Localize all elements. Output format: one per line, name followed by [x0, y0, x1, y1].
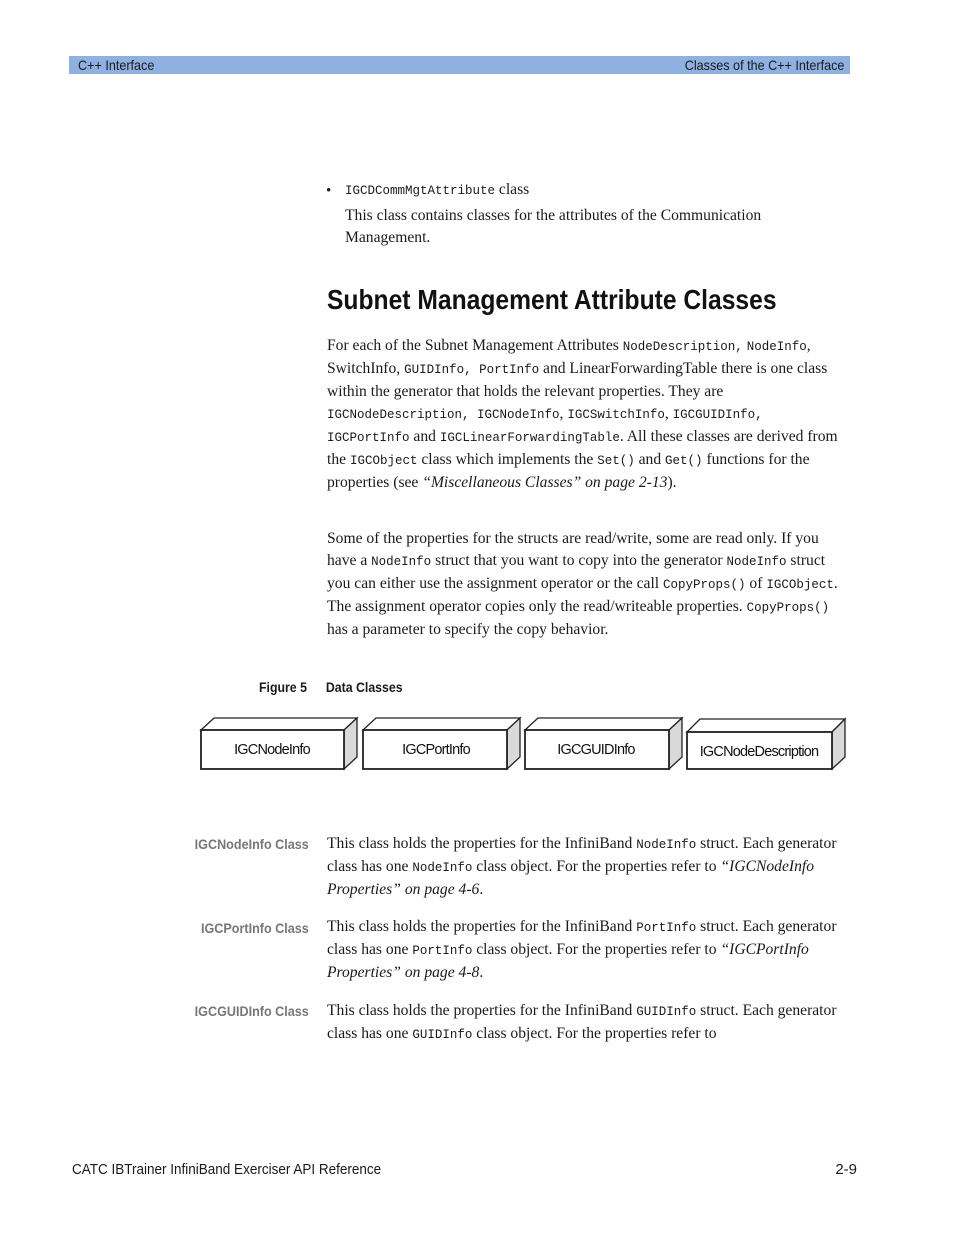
code-run: IGCSwitchInfo — [567, 408, 665, 422]
text-run: class which implements the — [417, 451, 598, 468]
class-box-portinfo — [363, 718, 520, 769]
side-heading-nodeinfo-class: IGCNodeInfo Class — [194, 836, 309, 852]
figure-number: Figure 5 — [259, 679, 307, 695]
bullet-word: class — [495, 181, 530, 198]
text-run: , — [559, 405, 568, 422]
code-run: Set() — [597, 454, 635, 468]
text-run: . The assignment operator copies only the read/writeable properties. — [327, 575, 838, 615]
code-run: GUIDInfo, PortInfo — [404, 363, 540, 377]
code-run: IGCGUIDInfo, IGCPortInfo — [327, 408, 763, 445]
figure-caption — [259, 679, 403, 695]
text-run: of — [745, 575, 767, 592]
text-run: class object. For the properties refer to — [472, 941, 721, 958]
text-run: and — [409, 428, 440, 445]
paragraph-portinfo-class — [327, 916, 847, 984]
figure-title: Data Classes — [325, 679, 403, 695]
text-run: functions for the properties (see — [327, 451, 810, 491]
text-run: For each of the Subnet Management Attributes — [327, 337, 623, 354]
class-box-nodeinfo — [201, 718, 357, 769]
cross-reference-link[interactable]: “Miscellaneous Classes” on page 2-13 — [422, 474, 668, 491]
text-run: This class holds the properties for the InfiniBand — [327, 918, 637, 935]
box-label: IGCNodeInfo — [234, 742, 310, 758]
side-heading-guidinfo-class: IGCGUIDInfo Class — [194, 1003, 309, 1019]
bullet-item — [345, 179, 529, 202]
text-run: and LinearForwardingTable there is one class within the generator that holds the relevant properties. They are — [327, 360, 828, 400]
code-run: GUIDInfo — [412, 1028, 473, 1042]
text-run: . All these classes are derived from the — [327, 428, 838, 468]
paragraph-nodeinfo-class — [327, 833, 847, 901]
code-run: CopyProps() — [663, 578, 746, 592]
text-run: struct. Each generator class has one — [327, 1002, 837, 1042]
text-run: struct you can either use the assignment operator or the call — [327, 552, 826, 592]
code-run: IGCObject — [766, 578, 834, 592]
page-number: 2-9 — [835, 1161, 857, 1178]
text-run: , — [664, 405, 673, 422]
code-run: IGCObject — [349, 454, 418, 468]
text-run: has a parameter to specify the copy behavior. — [327, 621, 609, 638]
side-heading-portinfo-class: IGCPortInfo Class — [201, 920, 309, 936]
code-run: IGCNodeDescription, IGCNodeInfo — [327, 408, 560, 422]
cross-reference-link[interactable]: “IGCPortInfo Properties” on page 4-8 — [327, 941, 809, 981]
text-run: This class holds the properties for the InfiniBand — [327, 835, 637, 852]
text-run: class object. For the properties refer to — [472, 858, 721, 875]
bullet-code: IGCDCommMgtAttribute — [345, 184, 496, 198]
data-classes-diagram — [195, 712, 850, 776]
header-chapter: C++ Interface — [78, 57, 155, 73]
code-run: IGCLinearForwardingTable — [439, 431, 620, 445]
section-title: Subnet Management Attribute Classes — [327, 284, 777, 315]
box-label: IGCNodeDescription — [699, 744, 819, 760]
paragraph-copy-behavior — [327, 528, 847, 641]
code-run: GUIDInfo — [636, 1005, 697, 1019]
paragraph-guidinfo-class — [327, 1000, 847, 1046]
bullet-description: This class contains classes for the attributes of the Communication Management. — [345, 207, 762, 246]
code-run: NodeInfo — [746, 340, 807, 354]
text-run: . — [479, 964, 484, 981]
text-run: struct. Each generator class has one — [327, 835, 837, 875]
text-run: class object. For the properties refer to — [472, 1025, 717, 1042]
code-run: PortInfo — [412, 944, 473, 958]
text-run: Some of the properties for the structs are read/write, some are read only. If you have a — [327, 530, 819, 569]
text-run: , SwitchInfo, — [327, 337, 811, 377]
box-label: IGCPortInfo — [402, 742, 470, 758]
paragraph-intro — [327, 335, 847, 494]
code-run: NodeInfo — [412, 861, 473, 875]
class-box-nodedescription — [687, 719, 845, 769]
text-run: ). — [667, 474, 677, 491]
text-run: and — [634, 451, 666, 468]
text-run: struct. Each generator class has one — [327, 918, 837, 958]
code-run: Get() — [665, 454, 703, 468]
bullet-symbol: • — [326, 183, 332, 199]
cross-reference-link[interactable]: “IGCNodeInfo Properties” on page 4-6 — [327, 858, 815, 898]
code-run: NodeInfo — [371, 555, 432, 569]
class-box-guidinfo — [525, 718, 682, 769]
header-section: Classes of the C++ Interface — [684, 57, 844, 73]
code-run: NodeInfo — [636, 838, 697, 852]
box-label: IGCGUIDInfo — [557, 742, 635, 758]
text-run: . — [479, 881, 484, 898]
code-run: CopyProps() — [746, 601, 830, 615]
text-run: This class holds the properties for the InfiniBand — [327, 1002, 637, 1019]
running-header — [69, 56, 850, 74]
code-run: NodeInfo — [726, 555, 787, 569]
code-run: PortInfo — [636, 921, 697, 935]
footer-book-title: CATC IBTrainer InfiniBand Exerciser API Reference — [72, 1161, 382, 1178]
text-run: struct that you want to copy into the generator — [431, 552, 727, 569]
code-run: NodeDescription, — [622, 340, 743, 354]
